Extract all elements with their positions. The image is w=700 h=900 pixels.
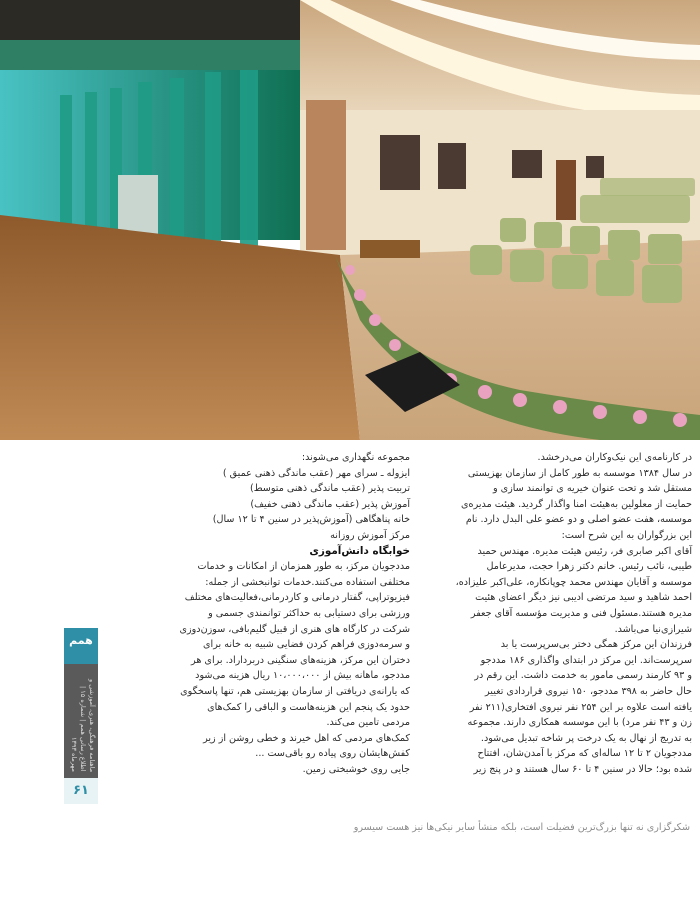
railing [360,240,420,258]
text-line: مجموعه نگهداری می‌شوند: [301,452,410,463]
list-item: تربیت پذیر (عقب ماندگی ذهنی متوسط) [249,483,410,495]
text-line: دختران این مرکز، هزینه‌های سنگینی دربرداراد. برای هر [191,654,410,666]
footer-quote: شکرگزاری نه تنها بزرگ‌ترین فضیلت است، بلکه منشأ سایر نیکی‌ها نیز هست سیسرو [353,822,690,833]
auditorium-photo [0,0,700,440]
curtain-valance [0,40,300,70]
text-line: حدود یک پنجم این هزینه‌هاست و الباقی را کمک‌های [207,701,410,713]
text-line: موسسه، هفت عضو اصلی و دو عضو علی البدل دارد. نام [465,514,692,526]
text-line: مدیره هستند.مسئول فنی و مدیریت مؤسسه آقای جعفر [470,607,692,619]
text-line: فرزندان این مرکز همگی دختر بی‌سرپرست یا بد [500,639,692,651]
text-line: که یارانه‌ی دریافتی از سازمان بهزیستی هم، تنها پاسخگوی [180,685,410,697]
text-line: شرکت در کارگاه های هنری از قبیل گلیم‌بافی، سوزن‌دوزی [179,623,410,635]
magazine-logo [64,628,98,664]
list-item: مرکز آموزش روزانه [330,529,410,541]
logo-text: همم [69,634,93,647]
text-line: سرپرست‌اند. این مرکز در ابتدای واگذاری ۱۸۶ مددجو [480,654,692,666]
text-line: کمک‌های مردمی که اهل خیرند و خطی روشن از زیر [203,732,410,744]
page-number: ۶۱ [64,778,98,804]
text-line: زن و ۴۳ نفر مرد) با این موسسه همکاری دارند. مجموعه [467,717,692,729]
text-line: حال حاضر به ۳۹۸ مددجو، ۱۵۰ نیروی قراردادی تغییر [485,685,692,697]
list-item: آموزش پذیر (عقب ماندگی ذهنی خفیف) [250,498,410,510]
text-line: در کارنامه‌ی این نیک‌وکاران می‌درخشد. [537,452,692,463]
magazine-issue-info: ماهنامه فرهنگی، هنری، آموزشی و اطلاع رسانی همم | شماره ۱۵ | مهرماه ۱۳۹۳ [70,678,96,772]
door [556,160,576,220]
text-line: مستقل شد و تحت عنوان خیریه ی توانمند سازی و [492,483,692,495]
acoustic-panel [438,143,466,189]
text-line: مددجویان ۲ تا ۱۲ ساله‌ای که مرکز با آمدن‌شان، افتتاح [477,748,692,760]
text-line: شده بود؛ حالا در سنین ۴ تا ۶۰ سال هستند و در پنج زیر [473,763,692,775]
acoustic-panel [586,156,604,178]
wall-pillar [306,100,346,250]
text-line: آقای اکبر صابری فر، رئیس هیئت مدیره. مهندس حمید [477,545,692,557]
article-column-left [110,450,410,777]
text-line: مختلفی استفاده می‌کنند.خدمات توانبخشی از جمله: [205,576,410,588]
text-line: یافته است علاوه بر این ۲۵۴ نفر نیروی افتخاری(۲۱۱ نفر [469,701,692,713]
text-line: فیزیوتراپی، گفتار درمانی و کاردرمانی،فعالیت‌های مختلف [184,592,410,604]
text-line: ورزشی برای دستیابی به حداکثر توانمندی جسمی و [208,607,410,619]
lighting-rig [0,0,300,40]
text-line: طیبی، نائب رئیس. خانم دکتر زهرا حجت، مدیرعامل [486,561,692,573]
text-line: مددجویان مرکز، به طور همزمان از امکانات و خدمات [197,561,410,573]
text-line: این بزرگواران به این شرح است: [561,529,692,541]
text-line: به تدریج از نهال به یک درخت پر شاخه تبدیل می‌شود. [480,732,692,744]
text-line: موسسه و آقایان مهندس محمد چوپانکاره، علی‌اکبر علیزاده، [455,576,692,588]
text-line: مددجو، ماهانه بیش از ۱۰،۰۰۰،۰۰۰ ریال هزینه می‌شود [195,670,410,682]
list-item: خانه پناهگاهی (آموزش‌پذیر در سنین ۴ تا ۱۲ سال) [212,514,410,526]
text-line: حمایت از معلولین به‌هیئت امنا واگذار گردید. هیئت مدیره‌ی [461,498,692,510]
text-line: جایی روی خوشبختی زمین. [302,763,410,775]
text-line: و سرمه‌دوزی فراهم کردن فضایی شبیه به خانه برای [203,639,410,651]
acoustic-panel [380,135,420,190]
auditorium-illustration [0,0,700,440]
text-line: و ۹۳ کارمند رسمی مامور به خدمت داشت. این رقم در [474,670,692,682]
text-line: در سال ۱۳۸۴ موسسه به طور کامل از سازمان بهزیستی [467,467,692,479]
magazine-side-strip [64,628,98,804]
text-line: احمد شاهید و سید مرتضی ادیبی نیز دیگر اعضای هئیت [475,592,692,604]
section-heading: خوابگاه دانش‌آموزی [309,544,410,557]
text-line: مردمی تامین می‌کند. [326,717,410,729]
text-line: شیرازی‌نیا می‌باشد. [614,623,692,635]
article-column-right [442,450,692,777]
text-line: کفش‌هایشان روی پیاده رو باقی‌ست ... [255,748,410,760]
acoustic-panel [512,150,542,178]
list-item: ایزوله ـ سرای مهر (عقب ماندگی ذهنی عمیق ) [222,467,410,479]
